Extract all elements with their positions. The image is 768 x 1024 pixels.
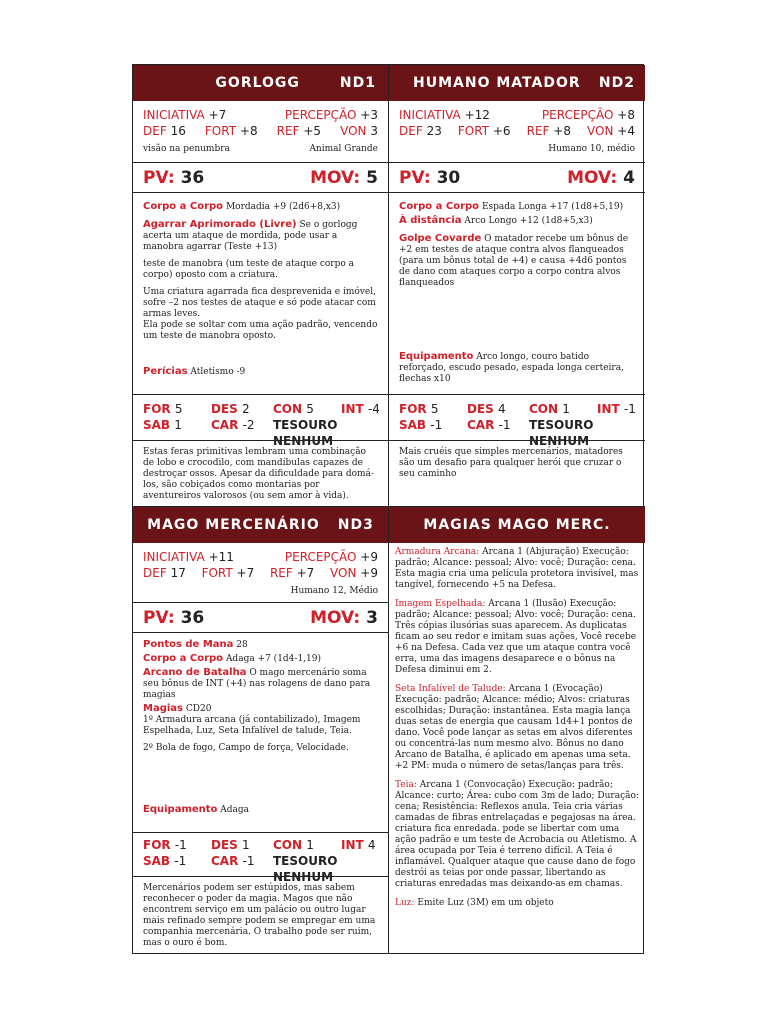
car-value: -1 bbox=[498, 418, 511, 432]
matador-header bbox=[389, 65, 645, 101]
arcano-text: O mago mercenário soma seu bônus de INT (+4) nas rolagens de dano para magias bbox=[143, 668, 371, 700]
for-label: FOR bbox=[399, 402, 427, 416]
sab-label: SAB bbox=[143, 854, 171, 868]
ref-value: +7 bbox=[296, 566, 315, 580]
spell-text: Emite Luz (3M) em um objeto bbox=[417, 898, 554, 908]
equip-label: Equipamento bbox=[399, 351, 474, 362]
stat-block-sheet bbox=[132, 64, 644, 954]
int-label: INT bbox=[597, 402, 620, 416]
for-label: FOR bbox=[143, 402, 171, 416]
arcano-label: Arcano de Batalha bbox=[143, 667, 247, 678]
magias-circle-1: 1º Armadura arcana (já contabilizado), Imagem Espelhada, Luz, Seta Infalível de talude, Teia. bbox=[143, 715, 361, 736]
mago-header bbox=[133, 507, 388, 543]
int-value: 4 bbox=[367, 838, 376, 852]
von-value: +9 bbox=[360, 566, 378, 580]
pv-label: PV: bbox=[143, 168, 175, 188]
attack-label: Corpo a Corpo bbox=[143, 653, 224, 664]
des-label: DES bbox=[211, 402, 238, 416]
def-label: DEF bbox=[143, 124, 167, 138]
iniciativa-value: +7 bbox=[208, 108, 227, 122]
description-text: Mercenários podem ser estúpidos, mas sabem reconhecer o poder da magia. Magos que não encontrem serviço em um palácio ou outro lugar mais refinado sempre podem se empregar em uma companhia mercenária. O trabalho pode ser ruim, mas o ouro é bom. bbox=[143, 883, 376, 948]
gorlogg-description bbox=[133, 441, 388, 507]
equip-value: Arco longo, couro batido reforçado, escudo pesado, espada longa certeira, flechas x10 bbox=[399, 352, 624, 384]
con-label: CON bbox=[273, 838, 303, 852]
ranged-label: À distância bbox=[399, 215, 462, 226]
gorlogg-nd: ND1 bbox=[339, 75, 376, 91]
description-text: Estas feras primitivas lembram uma combinação de lobo e crocodilo, com mandíbulas capazes de destroçar ossos. Apesar da dificuldade para domá-los, são cobiçados como montarias por aventureiros valorosos (ou sem amor à vida). bbox=[143, 447, 374, 501]
iniciativa-value: +11 bbox=[208, 550, 234, 564]
ref-value: +5 bbox=[303, 124, 322, 138]
des-value: 2 bbox=[242, 402, 250, 416]
description-text: Mais cruéis que simples mercenários, matadores são um desafio para qualquer herói que cruzar o seu caminho bbox=[399, 447, 623, 479]
con-label: CON bbox=[273, 402, 303, 416]
mov-label: MOV: bbox=[310, 608, 361, 628]
gorlogg-stats bbox=[133, 101, 388, 163]
car-label: CAR bbox=[467, 418, 495, 432]
mago-pv-mov bbox=[133, 603, 388, 633]
gorlogg-header bbox=[133, 65, 388, 101]
fort-value: +8 bbox=[239, 124, 258, 138]
tesouro: TESOURO NENHUM bbox=[529, 418, 594, 448]
mago-nd: ND3 bbox=[337, 517, 374, 533]
fort-label: FORT bbox=[201, 566, 233, 580]
matador-description bbox=[389, 441, 645, 507]
von-label: VON bbox=[340, 124, 367, 138]
for-label: FOR bbox=[143, 838, 171, 852]
sab-value: -1 bbox=[174, 854, 187, 868]
def-label: DEF bbox=[143, 566, 167, 580]
pv-label: PV: bbox=[143, 608, 175, 628]
car-label: CAR bbox=[211, 418, 239, 432]
percepcao-value: +9 bbox=[360, 550, 378, 564]
car-value: -1 bbox=[242, 854, 255, 868]
grab-detail-3: Ela pode se soltar com uma ação padrão, vencendo um teste de manobra oposto. bbox=[143, 320, 378, 341]
des-label: DES bbox=[211, 838, 238, 852]
percepcao-value: +3 bbox=[360, 108, 378, 122]
ref-value: +8 bbox=[553, 124, 571, 138]
spell-name: Imagem Espelhada: bbox=[395, 599, 486, 609]
matador-stats bbox=[389, 101, 645, 163]
attack-value: Adaga +7 (1d4-1,19) bbox=[225, 654, 321, 664]
car-value: -2 bbox=[242, 418, 255, 432]
des-value: 1 bbox=[242, 838, 250, 852]
magias-label: Magias bbox=[143, 703, 183, 714]
spell-imagem bbox=[395, 599, 639, 676]
attack-value: Mordadia +9 (2d6+8,x3) bbox=[225, 202, 341, 212]
tesouro: TESOURO NENHUM bbox=[273, 854, 338, 884]
von-label: VON bbox=[587, 124, 614, 138]
car-label: CAR bbox=[211, 854, 239, 868]
spell-name: Armadura Arcana: bbox=[395, 547, 480, 557]
des-value: 4 bbox=[498, 402, 506, 416]
von-label: VON bbox=[330, 566, 357, 580]
spell-text: Arcana 1 (Evocação) Execução: padrão; Alcance: médio; Alvos: criaturas escolhidas; Duração: instantânea. Esta magia lança duas setas de energia que causam 1d4+1 pontos de dano. Você pode lançar as setas em alvos diferentes ou concentrá-las num mesmo alvo. Bônus no dano Arcano de Batalha, é aplicado em apenas uma seta. +2 PM: muda o número de setas/lanças para três. bbox=[395, 684, 633, 771]
fort-value: +6 bbox=[492, 124, 511, 138]
magias-list bbox=[389, 543, 645, 921]
mago-stats bbox=[133, 543, 388, 603]
pv-label: PV: bbox=[399, 168, 431, 188]
con-value: 1 bbox=[306, 838, 314, 852]
magias-header bbox=[389, 507, 645, 543]
mago-attributes bbox=[133, 833, 388, 884]
pv-value: 36 bbox=[180, 608, 205, 628]
gorlogg-name: GORLOGG bbox=[215, 75, 300, 91]
spell-name: Luz: bbox=[395, 898, 415, 908]
percepcao-label: PERCEPÇÃO bbox=[284, 550, 357, 564]
mov-value: 4 bbox=[623, 168, 635, 188]
spell-name: Teia: bbox=[395, 780, 417, 790]
int-value: -1 bbox=[623, 402, 636, 416]
matador-pv-mov bbox=[389, 163, 645, 193]
golpe-label: Golpe Covarde bbox=[399, 233, 482, 244]
mana-value: 28 bbox=[236, 640, 248, 650]
con-value: 1 bbox=[562, 402, 570, 416]
grab-detail-1: teste de manobra (um teste de ataque corpo a corpo) oposto com a criatura. bbox=[143, 259, 354, 280]
right-column bbox=[389, 65, 645, 953]
fort-label: FORT bbox=[457, 124, 490, 138]
int-value: -4 bbox=[367, 402, 380, 416]
ref-label: REF bbox=[269, 566, 293, 580]
left-column bbox=[133, 65, 389, 953]
def-value: 16 bbox=[170, 124, 186, 138]
magias-circle-2: 2º Bola de fogo, Campo de força, Velocidade. bbox=[143, 743, 349, 753]
mov-label: MOV: bbox=[310, 168, 361, 188]
con-label: CON bbox=[529, 402, 559, 416]
int-label: INT bbox=[341, 402, 364, 416]
equip-value: Adaga bbox=[220, 805, 250, 815]
magias-cd: CD20 bbox=[185, 704, 212, 714]
iniciativa-label: INICIATIVA bbox=[143, 550, 205, 564]
mago-description bbox=[133, 877, 388, 961]
ref-label: REF bbox=[526, 124, 550, 138]
iniciativa-label: INICIATIVA bbox=[399, 108, 461, 122]
spell-text: Arcana 1 (Convocação) Execução: padrão; Alcance: curto; Área: cubo com 3m de lado; Duração: cena; Resistência: Reflexos anula. Teia cria várias camadas de fibras entrelaçadas e pegajosas na área. criatura fica enredada. pode se libertar com uma ação padrão e um teste de Acrobacia ou Atletismo. A área ocupada por Teia é terreno difícil. A Teia é inflamável. Qualquer ataque que cause dano de fogo destrói as teias por onde passar, libertando as criaturas enredadas mas deixando-as em chamas. bbox=[395, 780, 639, 889]
tesouro: TESOURO NENHUM bbox=[273, 418, 338, 448]
fort-label: FORT bbox=[204, 124, 237, 138]
ref-label: REF bbox=[276, 124, 300, 138]
gorlogg-attributes bbox=[133, 395, 388, 448]
iniciativa-label: INICIATIVA bbox=[143, 108, 205, 122]
def-value: 17 bbox=[170, 566, 186, 580]
mago-name: MAGO MERCENÁRIO bbox=[147, 517, 320, 533]
spell-text: Arcana 1 (Ilusão) Execução: padrão; Alcance: pessoal; Alvo: você; Duração: cena. Três cópias ilusórias suas aparecem. As duplicatas ficam ao seu redor e imitam suas ações, Você recebe +6 na Defesa. Cada vez que um ataque contra você erra, uma das imagens desaparece e o bônus na Defesa diminui em 2. bbox=[395, 599, 637, 675]
creature-type: Humano 12, Médio bbox=[290, 586, 378, 596]
grab-label: Agarrar Aprimorado (Livre) bbox=[143, 219, 297, 230]
senses: visão na penumbra bbox=[143, 144, 230, 154]
def-label: DEF bbox=[399, 124, 423, 138]
percepcao-label: PERCEPÇÃO bbox=[284, 108, 357, 122]
sab-label: SAB bbox=[399, 418, 427, 432]
mana-label: Pontos de Mana bbox=[143, 639, 234, 650]
iniciativa-value: +12 bbox=[464, 108, 490, 122]
mov-value: 3 bbox=[366, 608, 378, 628]
von-value: 3 bbox=[370, 124, 378, 138]
percepcao-label: PERCEPÇÃO bbox=[541, 108, 614, 122]
gorlogg-abilities bbox=[133, 193, 388, 395]
creature-type: Animal Grande bbox=[309, 144, 378, 154]
matador-nd: ND2 bbox=[598, 75, 635, 91]
golpe-text: O matador recebe um bônus de +2 em testes de ataque contra alvos flanqueados (para um bônus total de +4) e causa +4d6 pontos de dano com ataques corpo a corpo contra alvos flanqueados bbox=[399, 234, 629, 288]
def-value: 23 bbox=[426, 124, 442, 138]
con-value: 5 bbox=[306, 402, 314, 416]
fort-value: +7 bbox=[236, 566, 255, 580]
attack-value: Espada Longa +17 (1d8+5,19) bbox=[481, 202, 624, 212]
spell-text: Arcana 1 (Abjuração) Execução: padrão; Alcance: pessoal; Alvo: você; Duração: cena. Esta magia cria uma película protetora invisível, mas tangível, fornecendo +5 na Defesa. bbox=[395, 547, 639, 590]
grab-text: Se o gorlogg acerta um ataque de mordida, pode usar a manobra agarrar (Teste +13) bbox=[143, 220, 358, 252]
matador-abilities bbox=[389, 193, 645, 395]
skills-label: Perícias bbox=[143, 366, 188, 377]
attack-label: Corpo a Corpo bbox=[143, 201, 224, 212]
spell-luz bbox=[395, 898, 639, 909]
for-value: -1 bbox=[174, 838, 187, 852]
percepcao-value: +8 bbox=[617, 108, 635, 122]
spell-seta bbox=[395, 684, 639, 772]
spell-teia bbox=[395, 780, 639, 890]
for-value: 5 bbox=[430, 402, 439, 416]
des-label: DES bbox=[467, 402, 494, 416]
von-value: +4 bbox=[617, 124, 635, 138]
int-label: INT bbox=[341, 838, 364, 852]
for-value: 5 bbox=[174, 402, 183, 416]
attack-label: Corpo a Corpo bbox=[399, 201, 480, 212]
matador-attributes bbox=[389, 395, 645, 448]
mov-label: MOV: bbox=[567, 168, 618, 188]
magias-title: MAGIAS MAGO MERC. bbox=[423, 517, 611, 533]
sab-label: SAB bbox=[143, 418, 171, 432]
grab-detail-2: Uma criatura agarrada fica desprevenida e imóvel, sofre –2 nos testes de ataque e só pode atacar com armas leves. bbox=[143, 287, 376, 319]
ranged-value: Arco Longo +12 (1d8+5,x3) bbox=[464, 216, 593, 226]
pv-value: 30 bbox=[436, 168, 461, 188]
mov-value: 5 bbox=[366, 168, 378, 188]
sab-value: 1 bbox=[174, 418, 182, 432]
spell-name: Seta Infalível de Talude: bbox=[395, 684, 506, 694]
gorlogg-pv-mov bbox=[133, 163, 388, 193]
sab-value: -1 bbox=[430, 418, 443, 432]
spell-armadura bbox=[395, 547, 639, 591]
pv-value: 36 bbox=[180, 168, 205, 188]
mago-abilities bbox=[133, 633, 388, 833]
matador-name: HUMANO MATADOR bbox=[413, 75, 581, 91]
skills-value: Atletismo -9 bbox=[190, 367, 246, 377]
creature-type: Humano 10, médio bbox=[548, 144, 635, 154]
equip-label: Equipamento bbox=[143, 804, 218, 815]
